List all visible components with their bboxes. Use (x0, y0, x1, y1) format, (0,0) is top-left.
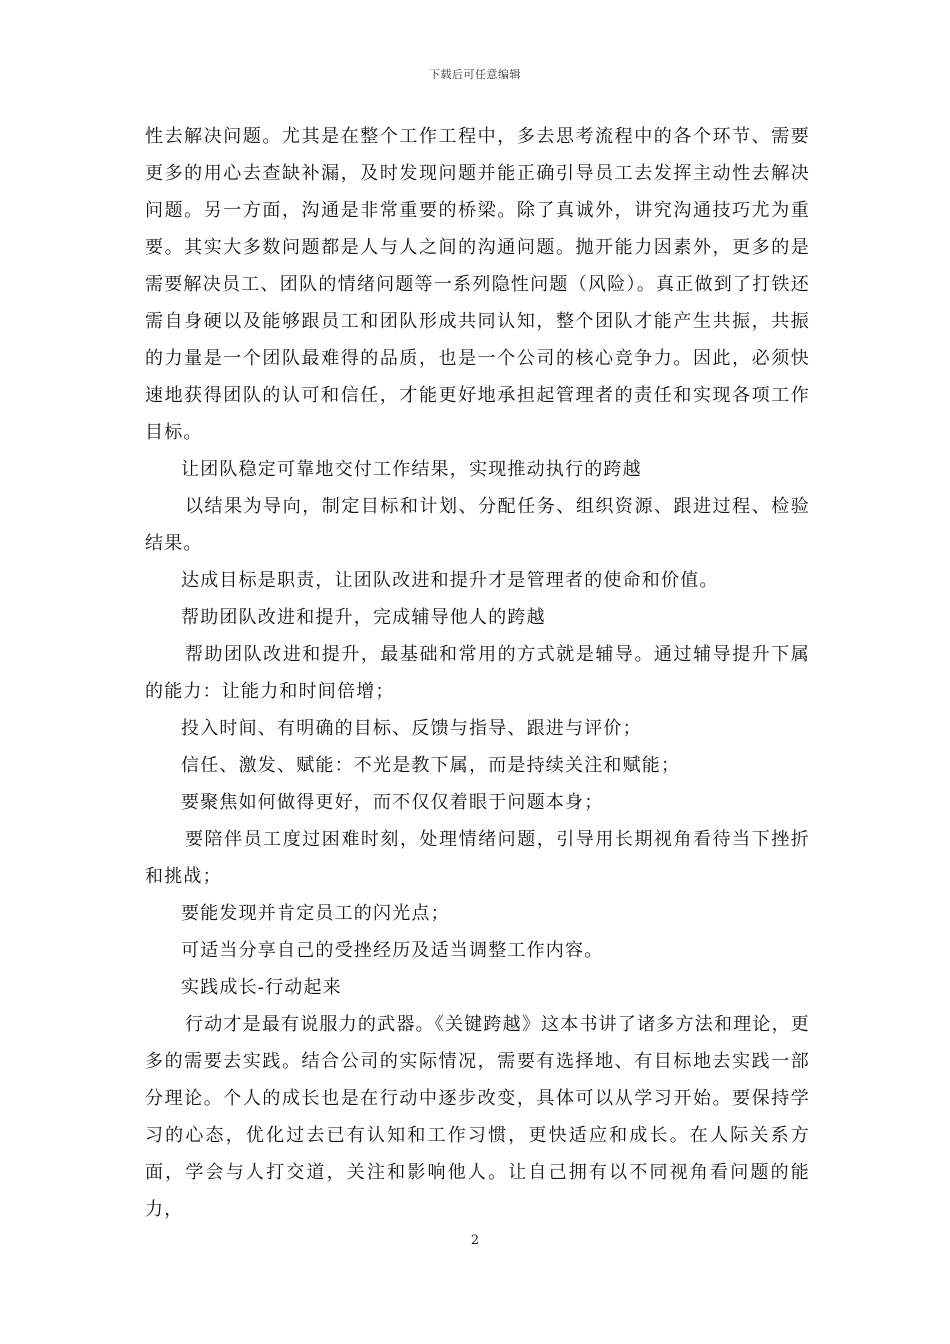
paragraph: 以结果为导向，制定目标和计划、分配任务、组织资源、跟进过程、检验结果。 (145, 496, 810, 554)
paragraph: 行动才是最有说服力的武器。《关键跨越》这本书讲了诸多方法和理论，更多的需要去实践。结合公司的实际情况，需要有选择地、有目标地去实践一部分理论。个人的成长也是在行动中逐步改变，具体可以从学习开始。要保持学习的心态，优化过去已有认知和工作习惯，更快适应和成长。在人际关系方面，学会与人打交道，关注和影响他人。让自己拥有以不同视角看问题的能力， (145, 1014, 810, 1220)
paragraph: 可适当分享自己的受挫经历及适当调整工作内容。 (181, 940, 604, 961)
paragraph: 帮助团队改进和提升，完成辅导他人的跨越 (181, 607, 546, 628)
paragraph: 信任、激发、赋能：不光是教下属，而是持续关注和赋能； (181, 755, 681, 776)
paragraph: 性去解决问题。尤其是在整个工作工程中，多去思考流程中的各个环节、需要更多的用心去查缺补漏，及时发现问题并能正确引导员工去发挥主动性去解决问题。另一方面，沟通是非常重要的桥梁。除了真诚外，讲究沟通技巧尤为重要。其实大多数问题都是人与人之间的沟通问题。抛开能力因素外，更多的是需要解决员工、团队的情绪问题等一系列隐性问题（风险）。真正做到了打铁还需自身硬以及能够跟员工和团队形成共同认知，整个团队才能产生共振，共振的力量是一个团队最难得的品质，也是一个公司的核心竞争力。因此，必须快速地获得团队的认可和信任，才能更好地承担起管理者的责任和实现各项工作目标。 (145, 126, 810, 443)
paragraph: 要能发现并肯定员工的闪光点； (181, 903, 450, 924)
paragraph: 达成目标是职责，让团队改进和提升才是管理者的使命和价值。 (181, 570, 719, 591)
paragraph: 帮助团队改进和提升，最基础和常用的方式就是辅导。通过辅导提升下属的能力：让能力和时间倍增； (145, 644, 810, 702)
paragraph: 实践成长-行动起来 (181, 977, 342, 998)
page-header: 下载后可任意编辑 (429, 68, 521, 81)
document-body (145, 118, 810, 1228)
paragraph: 要陪伴员工度过困难时刻，处理情绪问题，引导用长期视角看待当下挫折和挑战； (145, 829, 810, 887)
page-number: 2 (470, 1233, 480, 1248)
paragraph: 投入时间、有明确的目标、反馈与指导、跟进与评价； (181, 718, 642, 739)
paragraph: 要聚焦如何做得更好，而不仅仅着眼于问题本身； (181, 792, 604, 813)
paragraph: 让团队稳定可靠地交付工作结果，实现推动执行的跨越 (181, 459, 642, 480)
